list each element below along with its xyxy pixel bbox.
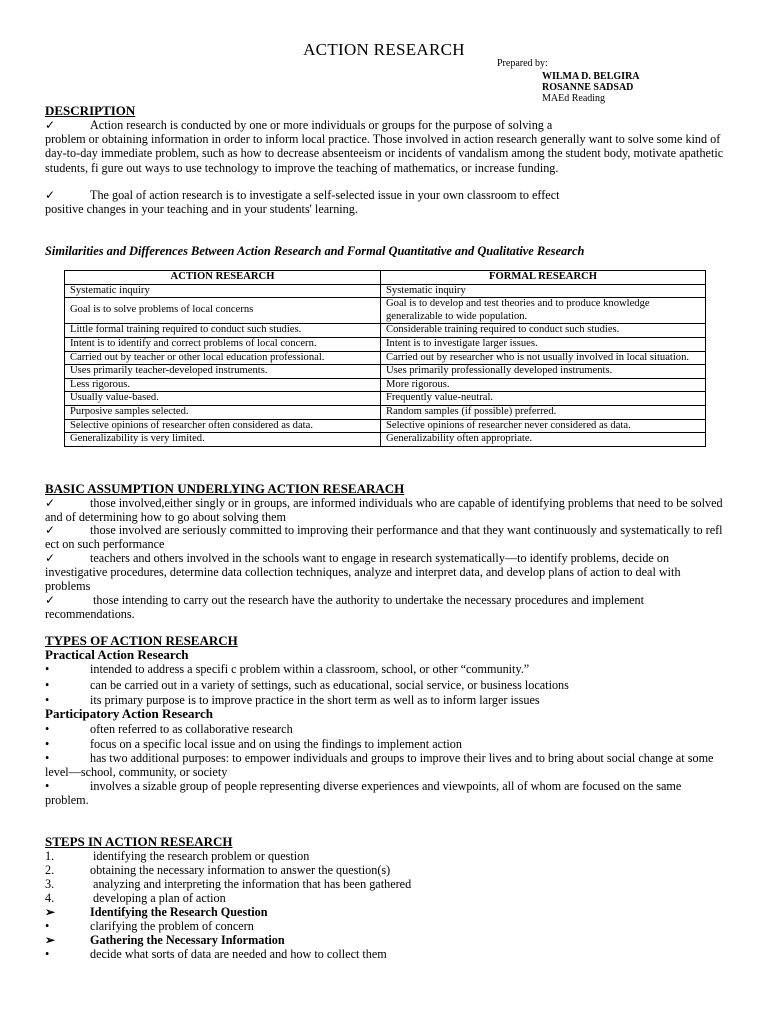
item-text: developing a plan of action (90, 891, 226, 905)
check-icon: ✓ (45, 593, 56, 607)
table-cell: More rigorous. (381, 378, 706, 392)
step-item (45, 849, 725, 863)
course-label: MAEd Reading (542, 93, 606, 104)
description-paragraph-2 (45, 188, 725, 216)
check-icon: ✓ (45, 496, 56, 510)
table-row (65, 324, 706, 338)
column-header: FORMAL RESEARCH (381, 271, 706, 285)
step-item (45, 863, 725, 877)
arrow-icon: ➢ (45, 905, 56, 919)
table-cell: Systematic inquiry (381, 284, 706, 298)
item-text: obtaining the necessary information to answer the question(s) (90, 863, 391, 877)
bullet-icon: • (45, 722, 50, 736)
check-icon: ✓ (45, 188, 56, 202)
step-number: 4. (45, 891, 55, 905)
table-cell: Frequently value-neutral. (381, 392, 706, 406)
item-text: those intending to carry out the research have the authority to undertake the necessary procedures and implement recommendations. (45, 593, 644, 622)
table-cell: Systematic inquiry (65, 284, 381, 298)
participatory-subheading: Participatory Action Research (45, 706, 213, 721)
item-text: analyzing and interpreting the information that has been gathered (90, 877, 412, 891)
prepared-by-label: Prepared by: (497, 58, 548, 69)
description-paragraph-1 (45, 118, 725, 175)
table-cell: Random samples (if possible) preferred. (381, 405, 706, 419)
table-header-row (65, 271, 706, 285)
table-row (65, 284, 706, 298)
paragraph-text: problem or obtaining information in order to inform local practice. Those involved in action research generally want to solve some kind of day-to-day immediate problem, such as how to decrease absenteeism or incidents of vandalism among the student body, motivate apathetic students, fi gure out ways to use technology to improve the teaching of mathematics, or increase funding. (45, 132, 724, 175)
item-text: identifying the research problem or question (90, 849, 310, 863)
table-row (65, 392, 706, 406)
list-item (45, 662, 725, 676)
item-text: can be carried out in a variety of settings, such as educational, social service, or business locations (90, 678, 569, 692)
item-text: has two additional purposes: to empower individuals and groups to improve their lives and to bring about social change at some level—school, community, or society (45, 751, 714, 780)
paragraph-text: positive changes in your teaching and in your students' learning. (45, 202, 358, 217)
step-item (45, 891, 725, 905)
paragraph-text: The goal of action research is to investigate a self-selected issue in your own classroom to effect (90, 188, 560, 202)
table-cell: Goal is to solve problems of local concerns (65, 298, 381, 324)
table-row (65, 433, 706, 447)
list-item (45, 722, 725, 736)
table-cell: Purposive samples selected. (65, 405, 381, 419)
table-cell: Usually value-based. (65, 392, 381, 406)
assumptions-heading: BASIC ASSUMPTION UNDERLYING ACTION RESEARACH (45, 481, 405, 496)
document-title: ACTION RESEARCH (303, 40, 465, 59)
assumption-item (45, 523, 725, 551)
item-text: involves a sizable group of people representing diverse experiences and viewpoints, all of whom are focused on the same problem. (45, 779, 682, 808)
arrow-icon: ➢ (45, 933, 56, 947)
list-item (45, 751, 725, 779)
table-cell: Little formal training required to conduct such studies. (65, 324, 381, 338)
table-row (65, 365, 706, 379)
author-name: ROSANNE SADSAD (542, 82, 634, 93)
item-text: Identifying the Research Question (90, 905, 268, 919)
step-subheading (45, 905, 725, 919)
list-item (45, 678, 725, 692)
description-heading: DESCRIPTION (45, 103, 136, 118)
bullet-icon: • (45, 678, 50, 692)
table-cell: Less rigorous. (65, 378, 381, 392)
bullet-icon: • (45, 737, 50, 751)
comparison-table (64, 270, 706, 447)
item-text: those involved are seriously committed to improving their performance and that they want continuously and systematically to refl ect on such performance (45, 523, 723, 552)
table-cell: Intent is to investigate larger issues. (381, 337, 706, 351)
steps-heading: STEPS IN ACTION RESEARCH (45, 834, 233, 849)
item-text: clarifying the problem of concern (90, 919, 254, 933)
step-subheading (45, 933, 725, 947)
list-item (45, 919, 725, 933)
table-cell: Goal is to develop and test theories and to produce knowledge generalizable to wide population. (381, 298, 706, 324)
bullet-icon: • (45, 662, 50, 676)
table-cell: Selective opinions of researcher never considered as data. (381, 419, 706, 433)
item-text: often referred to as collaborative research (90, 722, 293, 736)
step-number: 1. (45, 849, 55, 863)
assumption-item (45, 496, 725, 524)
bullet-icon: • (45, 693, 50, 707)
item-text: teachers and others involved in the schools want to engage in research systematically—to identify problems, decide on investigative procedures, determine data collection techniques, analyze and interpret data, and develop plans of action to deal with problems (45, 551, 681, 594)
table-caption: Similarities and Differences Between Action Research and Formal Quantitative and Qualitative Research (45, 244, 585, 258)
bullet-icon: • (45, 947, 50, 961)
assumption-item (45, 593, 725, 621)
practical-subheading: Practical Action Research (45, 647, 189, 662)
step-item (45, 877, 725, 891)
bullet-icon: • (45, 779, 50, 793)
table-row (65, 337, 706, 351)
table-cell: Uses primarily teacher-developed instruments. (65, 365, 381, 379)
item-text: intended to address a specifi c problem within a classroom, school, or other “community.” (90, 662, 530, 676)
paragraph-text: Action research is conducted by one or more individuals or groups for the purpose of solving a (90, 118, 553, 132)
item-text: Gathering the Necessary Information (90, 933, 285, 947)
step-number: 3. (45, 877, 55, 891)
item-text: focus on a specific local issue and on using the findings to implement action (90, 737, 462, 751)
author-name: WILMA D. BELGIRA (542, 71, 640, 82)
table-cell: Carried out by teacher or other local education professional. (65, 351, 381, 365)
table-cell: Uses primarily professionally developed instruments. (381, 365, 706, 379)
assumption-item (45, 551, 725, 594)
bullet-icon: • (45, 751, 50, 765)
bullet-icon: • (45, 919, 50, 933)
table-cell: Generalizability often appropriate. (381, 433, 706, 447)
list-item (45, 737, 725, 751)
check-icon: ✓ (45, 118, 56, 132)
table-row (65, 378, 706, 392)
table-cell: Selective opinions of researcher often considered as data. (65, 419, 381, 433)
types-heading: TYPES OF ACTION RESEARCH (45, 633, 238, 648)
table-cell: Generalizability is very limited. (65, 433, 381, 447)
table-row (65, 351, 706, 365)
list-item (45, 947, 725, 961)
list-item (45, 779, 725, 807)
table-cell: Considerable training required to conduct such studies. (381, 324, 706, 338)
item-text: its primary purpose is to improve practice in the short term as well as to inform larger issues (90, 693, 540, 707)
step-number: 2. (45, 863, 55, 877)
column-header: ACTION RESEARCH (65, 271, 381, 285)
table-row (65, 298, 706, 324)
table-row (65, 405, 706, 419)
table-row (65, 419, 706, 433)
table-cell: Carried out by researcher who is not usually involved in local situation. (381, 351, 706, 365)
check-icon: ✓ (45, 523, 56, 537)
table-cell: Intent is to identify and correct problems of local concern. (65, 337, 381, 351)
check-icon: ✓ (45, 551, 56, 565)
item-text: those involved,either singly or in groups, are informed individuals who are capable of identifying problems that need to be solved and of determining how to go about solving them (45, 496, 723, 525)
item-text: decide what sorts of data are needed and how to collect them (90, 947, 387, 961)
